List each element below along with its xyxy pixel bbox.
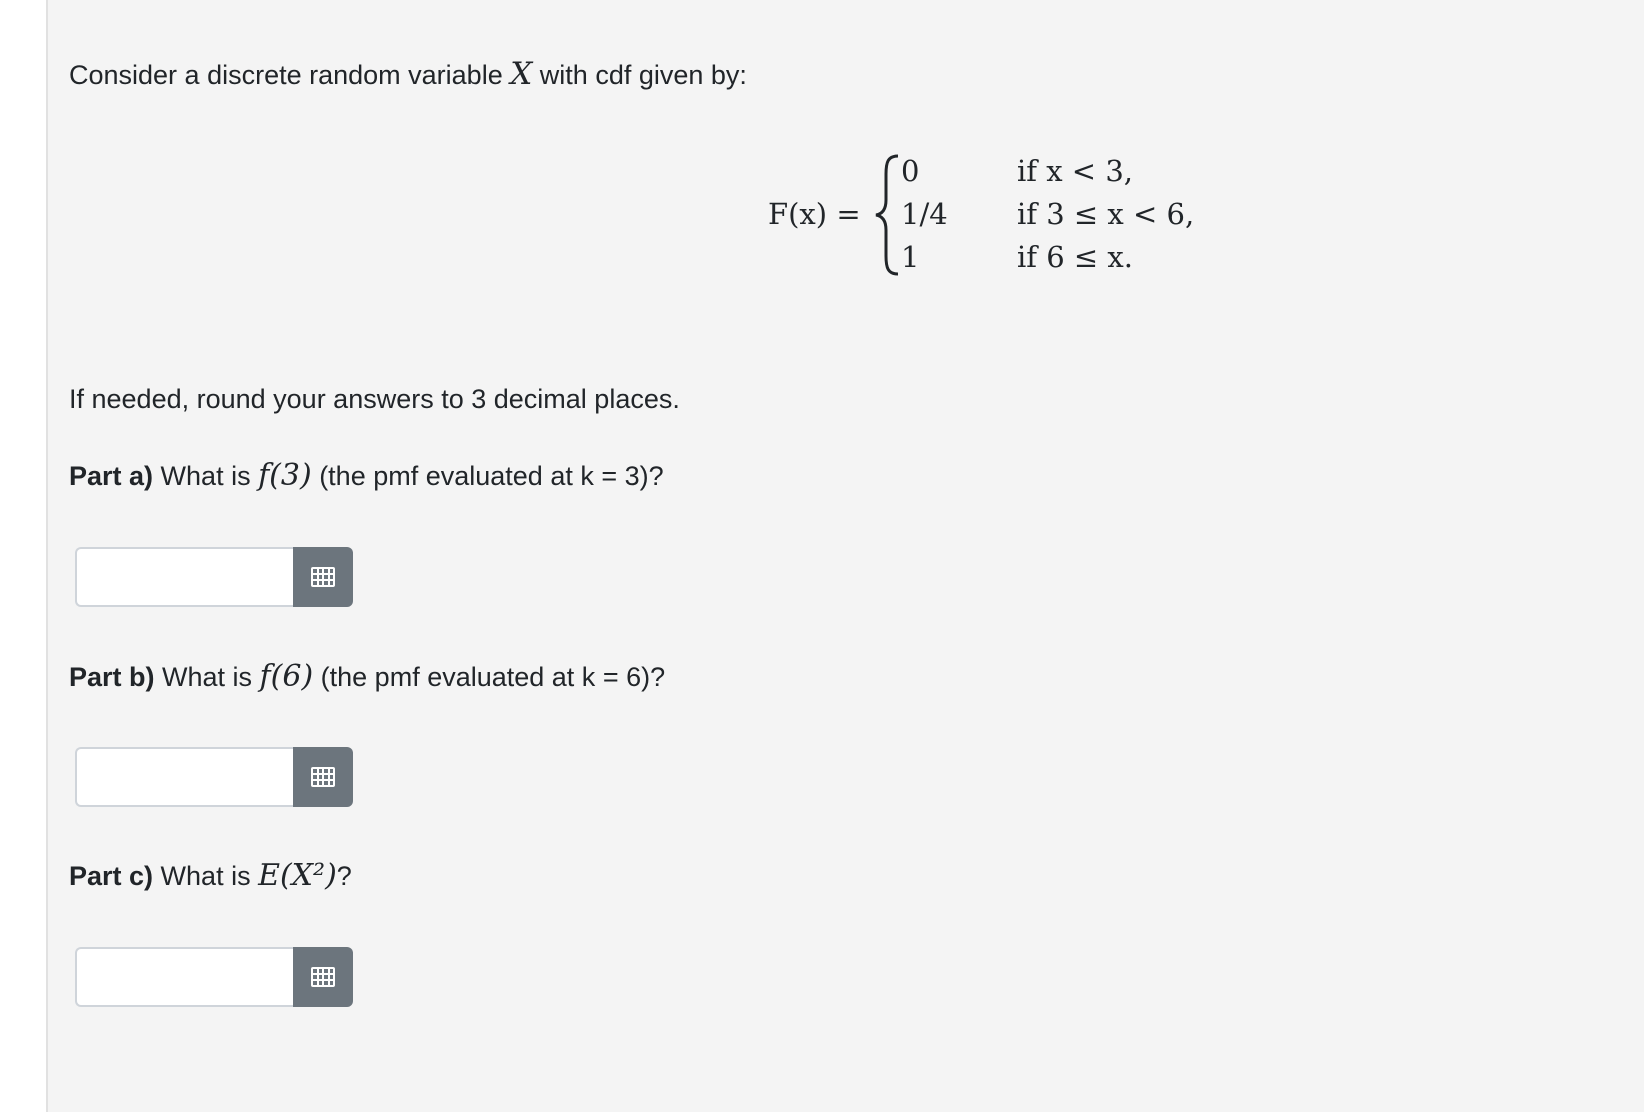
part-c-math: E(X²) — [258, 858, 337, 893]
part-a-keypad-button[interactable] — [293, 547, 353, 607]
part-b-text: What is — [154, 662, 260, 692]
intro-text-end: with cdf given by: — [532, 60, 747, 90]
part-c-answer-group — [75, 947, 353, 1007]
case-condition-1: if x < 3, — [1017, 154, 1133, 188]
cdf-lhs: F(x) = — [768, 197, 861, 231]
intro-variable: X — [510, 56, 533, 92]
part-a-math: f(3) — [258, 458, 312, 493]
part-a-text-end: (the pmf evaluated at k = 3)? — [311, 461, 664, 491]
rounding-note: If needed, round your answers to 3 decimal places. — [69, 384, 680, 414]
case-value-2: 1/4 — [901, 197, 948, 231]
grid-keypad-icon — [311, 967, 335, 987]
part-a-answer-input[interactable] — [75, 547, 295, 607]
case-condition-2: if 3 ≤ x < 6, — [1017, 197, 1195, 231]
part-b-math: f(6) — [259, 659, 314, 694]
part-c-text: What is — [153, 861, 259, 891]
intro-text-start: Consider a discrete random variable — [69, 60, 511, 90]
grid-keypad-icon — [311, 567, 335, 587]
part-a-answer-group — [75, 547, 353, 607]
part-a-prompt — [69, 459, 664, 493]
intro-text — [69, 57, 747, 92]
part-c-prompt — [69, 859, 352, 893]
part-c-label: Part c) — [69, 861, 154, 891]
part-a-label: Part a) — [69, 461, 154, 491]
case-value-3: 1 — [901, 240, 920, 274]
part-c-keypad-button[interactable] — [293, 947, 353, 1007]
part-c-answer-input[interactable] — [75, 947, 295, 1007]
part-b-prompt — [69, 660, 665, 694]
part-b-keypad-button[interactable] — [293, 747, 353, 807]
part-c-text-end: ? — [336, 861, 352, 891]
part-b-label: Part b) — [69, 662, 155, 692]
part-b-answer-group — [75, 747, 353, 807]
left-gutter — [0, 0, 46, 1112]
part-b-answer-input[interactable] — [75, 747, 295, 807]
part-a-text: What is — [153, 461, 259, 491]
case-value-1: 0 — [901, 154, 920, 188]
grid-keypad-icon — [311, 767, 335, 787]
part-b-text-end: (the pmf evaluated at k = 6)? — [313, 662, 666, 692]
case-condition-3: if 6 ≤ x. — [1017, 240, 1133, 274]
